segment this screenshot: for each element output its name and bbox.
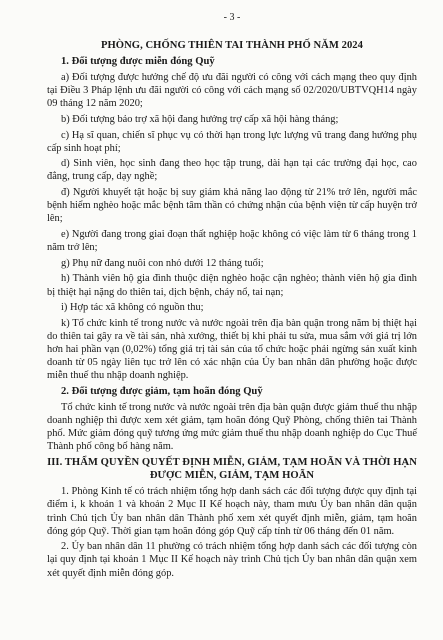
section-3-item-1: 1. Phòng Kinh tế có trách nhiệm tổng hợp danh sách các đối tượng được quy định tại điểm i, k khoản 1 và khoản 2 Mục II Kế hoạch này, tham mưu Ủy ban nhân dân quận trình Chủ tịch Ủy ban nhân dân Thành phố xem xét quyết định miễn, giảm, tạm hoãn đóng góp Quỹ. Thời gian tạm hoãn đóng góp Quỹ cấp tính từ 06 tháng đến 01 năm. bbox=[47, 486, 417, 537]
section-1-item-h: h) Thành viên hộ gia đình thuộc diện nghèo hoặc cận nghèo; thành viên hộ gia đình bị thiệt hại nặng do thiên tai, dịch bệnh, cháy nổ, tai nạn; bbox=[47, 273, 417, 298]
section-2-title: 2. Đối tượng được giảm, tạm hoãn đóng Quỹ bbox=[61, 386, 263, 397]
section-1-item-c: c) Hạ sĩ quan, chiến sĩ phục vụ có thời hạn trong lực lượng vũ trang đang hưởng phụ cấp sinh hoạt phí; bbox=[47, 129, 417, 154]
section-3-title: III. THẨM QUYỀN QUYẾT ĐỊNH MIỄN, GIẢM, TẠM HOÃN VÀ THỜI HẠN ĐƯỢC MIỄN, GIẢM, TẠM HOÃN bbox=[47, 457, 417, 482]
section-1-item-k: k) Tổ chức kinh tế trong nước và nước ngoài trên địa bàn quận trong năm bị thiệt hại do thiên tai gây ra về tài sản, nhà xưởng, thiết bị khi phải tu sửa, mua sắm với giá trị lớn hơn hai phần vạn (0,02%) tổng giá trị tài sản của tổ chức hoặc phải ngừng sản xuất kinh doanh từ 05 ngày liên tục trở lên có xác nhận của Ủy ban nhân dân phường hoặc được miễn thuế thu nhập doanh nghiệp. bbox=[47, 317, 417, 382]
section-2-paragraph: Tổ chức kinh tế trong nước và nước ngoài trên địa bàn quận được giảm thuế thu nhập doanh nghiệp thì được xem xét giảm, tạm hoãn đóng Quỹ Phòng, chống thiên tai Thành phố. Mức giảm đóng quỹ tương ứng mức giảm thuế thu nhập doanh nghiệp do Cục Thuế Thành phố công bố hàng năm. bbox=[47, 402, 417, 453]
section-1-item-dd: đ) Người khuyết tật hoặc bị suy giảm khả năng lao động từ 21% trở lên, người mắc bệnh hiểm nghèo hoặc mắc bệnh tâm thần có chứng nhận của bệnh viện từ cấp huyện trở lên; bbox=[47, 187, 417, 225]
section-1-item-a: a) Đối tượng được hưởng chế độ ưu đãi người có công với cách mạng theo quy định tại Điều 3 Pháp lệnh ưu đãi người có công với cách mạng số 02/2020/UBTVQH14 ngày 09 tháng 12 năm 2020; bbox=[47, 72, 417, 110]
page-number: - 3 - bbox=[223, 12, 241, 23]
section-1-item-b: b) Đối tượng bảo trợ xã hội đang hưởng trợ cấp xã hội hàng tháng; bbox=[61, 113, 339, 125]
section-1-item-e: e) Người đang trong giai đoạn thất nghiệp hoặc không có việc làm từ 6 tháng trong 1 năm trở lên; bbox=[47, 229, 417, 254]
section-1-item-i: i) Hợp tác xã không có nguồn thu; bbox=[61, 302, 204, 314]
section-3-item-2: 2. Ủy ban nhân dân 11 phường có trách nhiệm tổng hợp danh sách các đối tượng còn lại quy định tại khoản 1 Mục II Kế hoạch này trình Chủ tịch Ủy ban nhân dân quận xem xét quyết định miễn đóng góp. bbox=[47, 541, 417, 579]
section-1-item-g: g) Phụ nữ đang nuôi con nhỏ dưới 12 tháng tuổi; bbox=[61, 257, 264, 269]
section-1-title: 1. Đối tượng được miễn đóng Quỹ bbox=[61, 56, 215, 67]
section-1-item-d: d) Sinh viên, học sinh đang theo học tập trung, dài hạn tại các trường đại học, cao đẳng, trung cấp, dạy nghề; bbox=[47, 158, 417, 183]
document-heading: PHÒNG, CHỐNG THIÊN TAI THÀNH PHỐ NĂM 2024 bbox=[100, 40, 363, 51]
